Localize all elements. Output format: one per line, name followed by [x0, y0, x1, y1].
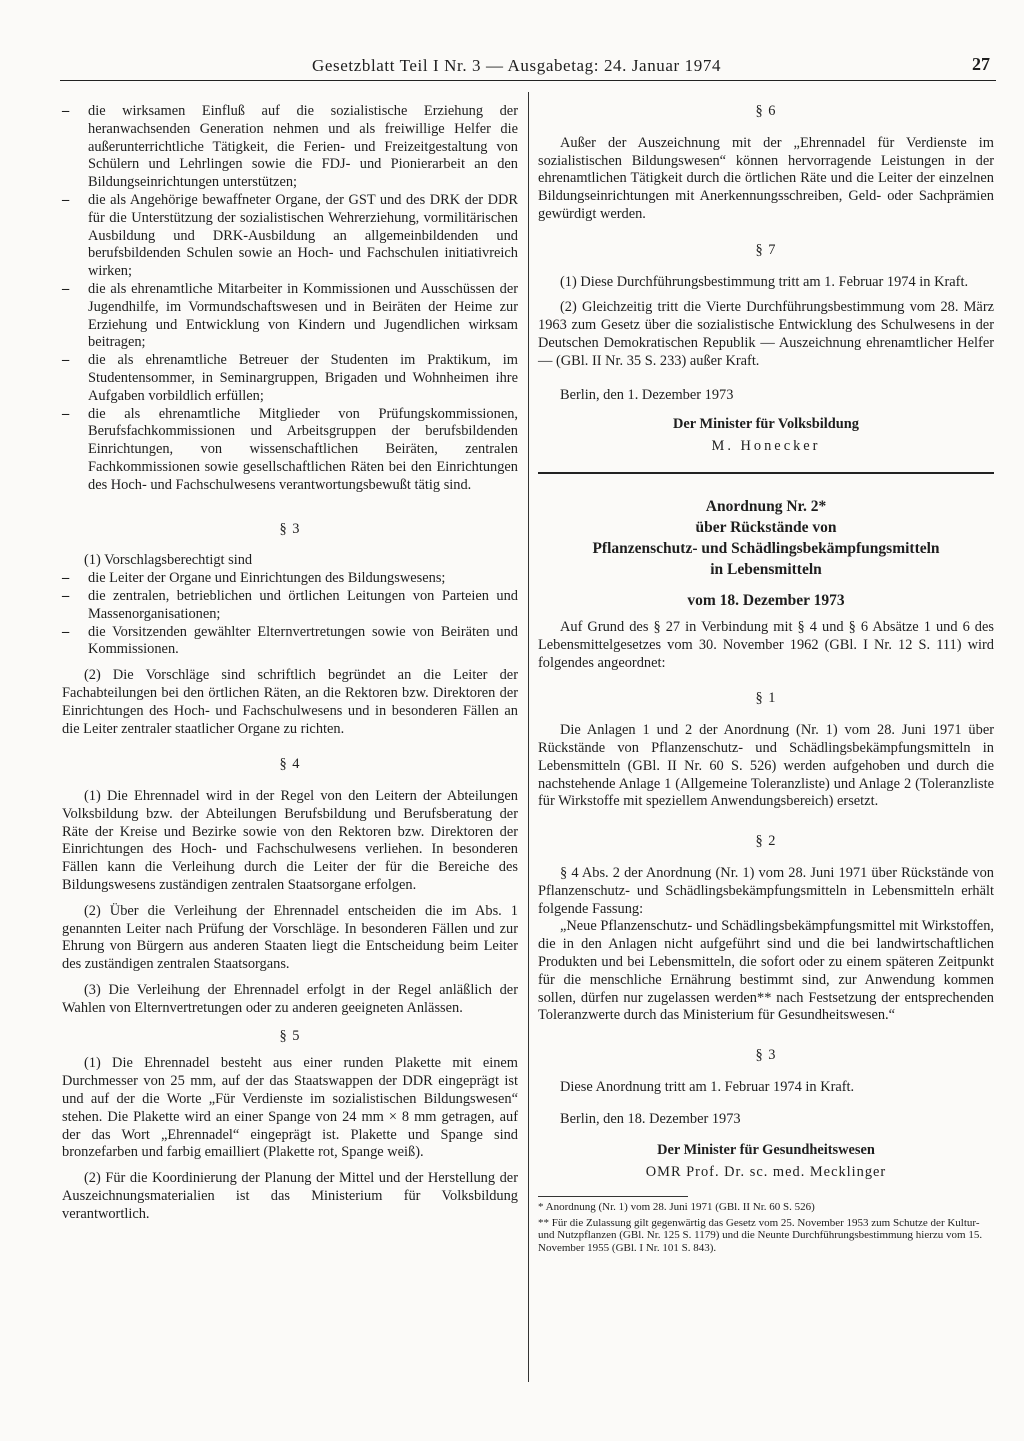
paragraph: (2) Für die Koordinierung der Planung der Mittel und der Herstellung der Auszeichnungsmaterialien ist das Ministerium für Volksbildung verantwortlich.: [62, 1170, 518, 1222]
bullet-item: – die als ehrenamtliche Mitglieder von Prüfungskommissionen, Berufsfachkommissionen und Arbeitsgruppen der berufsbildenden Einrichtungen, von wissenschaftlichen Beiräten, zentralen Fachkommissionen sowie gesellschaftlichen Räten bei den Einrichtungen des Hoch- und Fachschulwesens verantwortungsbewußt tätig sind.: [62, 406, 518, 495]
section-heading-1: § 1: [755, 690, 777, 707]
bullet-item: – die wirksamen Einfluß auf die sozialistische Erziehung der heranwachsenden Generation nehmen und als freiwillige Helfer die außerunterrichtliche Tätigkeit, die Ferien- und Freizeitgestaltung von Schülern und Lehrlingen sowie die FDJ- und Pionierarbeit an den Bildungseinrichtungen unterstützen;: [62, 103, 518, 192]
section-heading-6: § 6: [755, 103, 777, 119]
paragraph: (1) Diese Durchführungsbestimmung tritt am 1. Februar 1974 in Kraft.: [560, 273, 969, 290]
paragraph: (1) Die Ehrennadel wird in der Regel von den Leitern der Abteilungen Volksbildung bzw. der Abteilungen Berufsbildung und Berufsberatung der Räte der Kreise und Bezirke sowie von den Rektoren bzw. Direktoren der Einrichtungen des Hoch- und Fachschulwesens verliehen. In besonderen Fällen kann die Verleihung durch die Leiter der für die Bereiche des Bildungswesens zuständigen zentralen Staatsorgane erfolgen.: [62, 788, 518, 894]
signature-name: M. Honecker: [711, 438, 821, 455]
footnote-rule: [538, 1196, 688, 1197]
paragraph: (1) Die Ehrennadel besteht aus einer runden Plakette mit einem Durchmesser von 25 mm, auf der das Staatswappen der DDR eingeprägt ist und auf der die Worte „Für Verdienste im sozialistischen Bildungswesen“ stehen. Die Plakette wird an einer Spange von 24 mm × 8 mm getragen, auf der das Wort „Ehrennadel“ eingeprägt ist. Plakette und Spange sind bronzefarben und farbig emailliert (Plakette rot, Spange weiß).: [62, 1055, 518, 1161]
section-heading-2: § 2: [755, 833, 777, 850]
signature-title: Der Minister für Volksbildung: [673, 416, 859, 433]
paragraph: (2) Über die Verleihung der Ehrennadel entscheiden die im Abs. 1 genannten Leiter nach Prüfung der Vorschläge. In besonderen Fällen und zur Ehrung von Bürgern aus anderen Staaten liegt die Entscheidung beim Leiter des zuständigen zentralen Staatsorgans.: [62, 902, 518, 973]
signature-place-date: Berlin, den 18. Dezember 1973: [560, 1110, 741, 1127]
order-title-line: über Rückstände von: [695, 518, 837, 536]
paragraph: § 4 Abs. 2 der Anordnung (Nr. 1) vom 28. Juni 1971 über Rückstände von Pflanzenschutz- und Schädlingsbekämpfungsmitteln in Lebensmitteln erhält folgende Fassung:: [538, 864, 994, 917]
order-title-line: Anordnung Nr. 2*: [705, 497, 827, 515]
signature-name: OMR Prof. Dr. sc. med. Mecklinger: [645, 1164, 887, 1181]
quoted-text: „Neue Pflanzenschutz- und Schädlingsbekämpfungsmittel mit Wirkstoffen, die in den Anlagen nicht aufgeführt sind und die bei landwirtschaftlichen Produkten und bei Lebensmitteln, die sofort oder zu einem späteren Zeitpunkt für die menschliche Ernährung bestimmt sind, zur Anwendung kommen sollen, dürfen nur zugelassen werden** nach Festsetzung der entsprechenden Toleranzwerte durch das Ministerium für Gesundheitswesen.“: [538, 918, 994, 1024]
bullet-item: – die Leiter der Organe und Einrichtungen des Bildungswesens;: [62, 570, 518, 588]
footnote: * Anordnung (Nr. 1) vom 28. Juni 1971 (GBl. II Nr. 60 S. 526): [538, 1201, 815, 1214]
bullet-item: – die Vorsitzenden gewählter Elternvertretungen sowie von Beiräten und Kommissionen.: [62, 624, 518, 660]
footnote: ** Für die Zulassung gilt gegenwärtig das Gesetz vom 25. November 1953 zum Schutze der Kultur- und Nutzpflanzen (GBl. Nr. 125 S. 1179) und die Neunte Durchführungsbestimmung hierzu vom 15. November 1955 (GBl. I Nr. 101 S. 843).: [538, 1216, 983, 1254]
header-title: Gesetzblatt Teil I Nr. 3 — Ausgabetag: 24. Januar 1974: [312, 56, 722, 75]
section-heading-3-order: § 3: [755, 1047, 777, 1064]
page-number: 27: [972, 54, 990, 74]
order-title-line: Pflanzenschutz- und Schädlingsbekämpfungsmitteln: [592, 539, 940, 557]
paragraph: Auf Grund des § 27 in Verbindung mit § 4 und § 6 Absätze 1 und 6 des Lebensmittelgesetzes vom 30. November 1962 (GBl. I Nr. 12 S. 111) wird folgendes angeordnet:: [538, 618, 994, 671]
right-column: [538, 103, 994, 1254]
bullet-item: – die als ehrenamtliche Betreuer der Studenten im Praktikum, im Studentensommer, in Seminargruppen, Brigaden und Wohnheimen ihre Aufgaben vorbildlich erfüllen;: [62, 352, 518, 405]
left-column: [62, 103, 518, 1224]
paragraph: (3) Die Verleihung der Ehrennadel erfolgt in der Regel anläßlich der Wahlen von Elternvertretungen oder zu anderen geeigneten Anlässen.: [62, 982, 518, 1016]
column-divider: [528, 92, 529, 1382]
order-title: [538, 496, 994, 580]
order-date: vom 18. Dezember 1973: [687, 591, 845, 609]
paragraph: Die Anlagen 1 und 2 der Anordnung (Nr. 1) vom 28. Juni 1971 über Rückstände von Pflanzenschutz- und Schädlingsbekämpfungsmitteln in Lebensmitteln (GBl. II Nr. 60 S. 526) werden aufgehoben und durch die nachstehende Anlage 1 (Allgemeine Toleranzliste) und Anlage 2 (Toleranzliste für Wirkstoffe mit speziellem Anwendungsbereich) ersetzt.: [538, 722, 994, 810]
order-title-line: in Lebensmitteln: [710, 560, 822, 578]
bullet-item: – die als Angehörige bewaffneter Organe, der GST und des DRK der DDR für die Unterstützung der sozialistischen Wehrerziehung, vormilitärischen Ausbildung und DRK-Ausbildung an allgemeinbildenden und berufsbildenden Schulen sowie an Hoch- und Fachschulen initiativreich wirken;: [62, 192, 518, 281]
bullet-item: – die zentralen, betrieblichen und örtlichen Leitungen von Parteien und Massenorganisationen;: [62, 588, 518, 624]
paragraph: Diese Anordnung tritt am 1. Februar 1974 in Kraft.: [560, 1078, 855, 1095]
paragraph: Außer der Auszeichnung mit der „Ehrennadel für Verdienste im sozialistischen Bildungswesen“ können hervorragende Leistungen in der ehrenamtlichen Tätigkeit durch die örtlichen Räte und die Leiter der einzelnen Bildungseinrichtungen mit Anerkennungsschreiben, Geld- oder Sachprämien gewürdigt werden.: [538, 134, 994, 222]
section-heading-3: § 3: [279, 520, 301, 537]
signature-title: Der Minister für Gesundheitswesen: [657, 1142, 875, 1159]
section-rule: [538, 472, 994, 474]
section-heading-7: § 7: [755, 241, 777, 258]
paragraph: (2) Die Vorschläge sind schriftlich begründet an die Leiter der Fachabteilungen bei den örtlichen Räten, an die Rektoren bzw. Direktoren der Einrichtungen des Hoch- und Fachschulwesens und in besonderen Fällen an die Leiter zentraler staatlicher Organe zu richten.: [62, 667, 518, 737]
paragraph: (1) Vorschlagsberechtigt sind: [84, 552, 253, 569]
section-heading-4: § 4: [279, 756, 301, 773]
paragraph: (2) Gleichzeitig tritt die Vierte Durchführungsbestimmung vom 28. März 1963 zum Gesetz über die sozialistische Entwicklung des Schulwesens in der Deutschen Demokratischen Republik — Auszeichnung ehrenamtlicher Helfer — (GBl. II Nr. 35 S. 233) außer Kraft.: [538, 299, 994, 369]
section-heading-5: § 5: [279, 1027, 301, 1044]
page-header: [60, 54, 996, 81]
signature-place-date: Berlin, den 1. Dezember 1973: [560, 386, 734, 403]
bullet-item: – die als ehrenamtliche Mitarbeiter in Kommissionen und Ausschüssen der Jugendhilfe, im Vormundschaftswesen und in Beiräten der Heime zur Erziehung und Entwicklung von Kindern und Jugendlichen wirksam beitragen;: [62, 281, 518, 352]
